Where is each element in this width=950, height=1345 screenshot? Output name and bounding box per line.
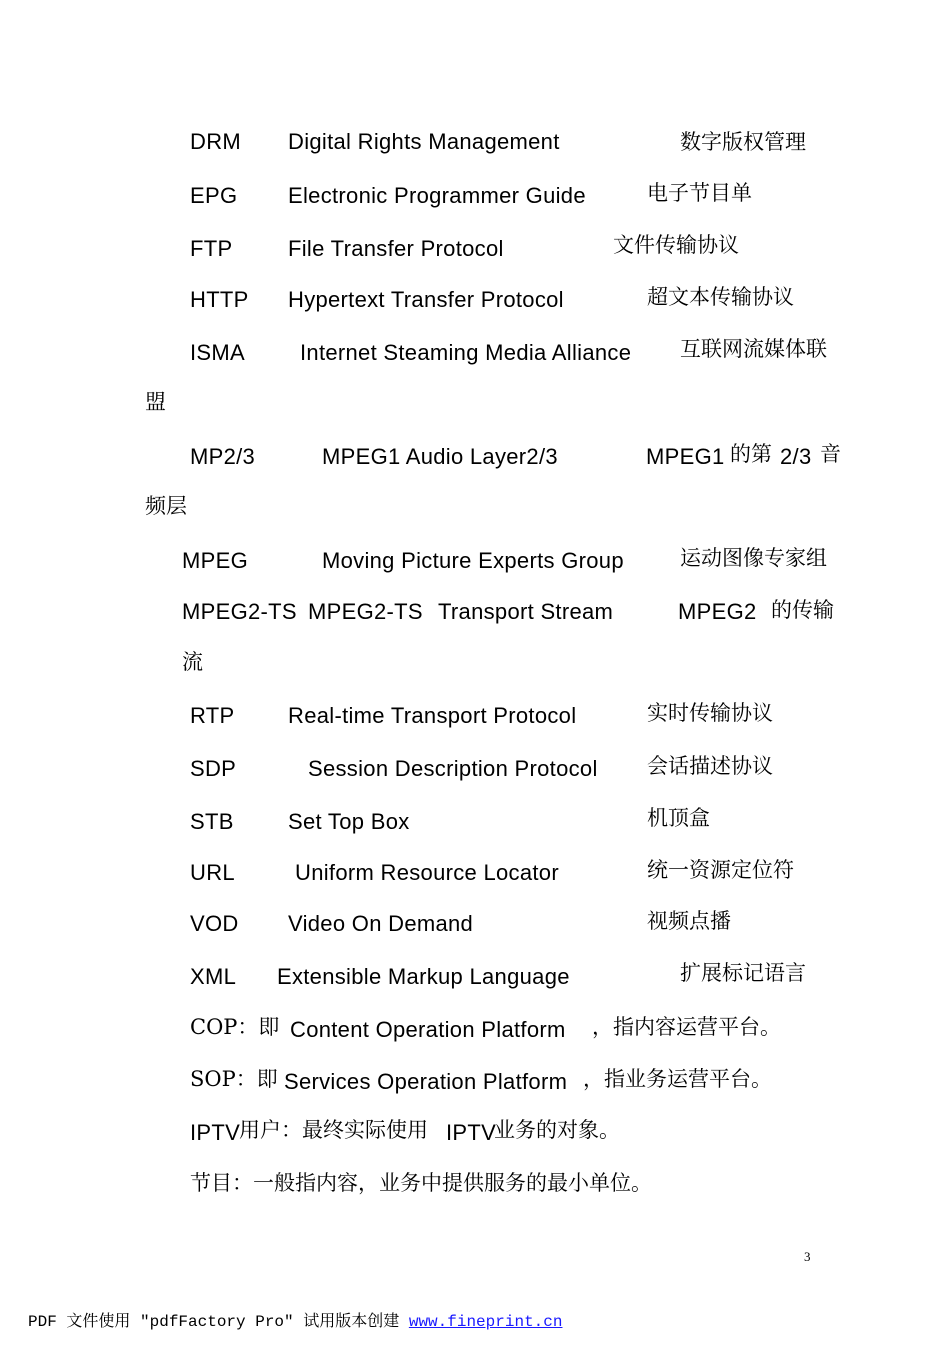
full-isma: Internet Steaming Media Alliance [300, 340, 632, 365]
cop-cn: ，指内容运营平台。 [592, 1015, 781, 1039]
full-epg: Electronic Programmer Guide [288, 183, 586, 208]
cn-sdp: 会话描述协议 [647, 754, 773, 778]
cn-ftp: 文件传输协议 [613, 233, 739, 257]
abbr-mpeg: MPEG [182, 548, 248, 573]
cn-mpeg2ts-wrap: 流 [182, 650, 203, 674]
full-stb: Set Top Box [288, 809, 410, 834]
full-xml: Extensible Markup Language [277, 964, 570, 989]
abbr-mp23: MP2/3 [190, 444, 256, 469]
abbr-drm: DRM [190, 129, 242, 154]
cn-http: 超文本传输协议 [647, 285, 794, 309]
abbr-epg: EPG [190, 183, 238, 208]
abbr-url: URL [190, 860, 235, 885]
cn-rtp: 实时传输协议 [647, 701, 773, 725]
cn-mp23-c: 2/3 [780, 444, 812, 469]
abbr-rtp: RTP [190, 703, 235, 728]
full-mpeg2ts-a: MPEG2-TS [308, 599, 423, 624]
cn-stb: 机顶盒 [647, 806, 710, 830]
sop-en: Services Operation Platform [284, 1069, 568, 1094]
full-mp23: MPEG1 Audio Layer2/3 [322, 444, 558, 469]
footer-text: PDF 文件使用 "pdfFactory Pro" 试用版本创建 [28, 1313, 409, 1331]
program-definition: 节目：一般指内容，业务中提供服务的最小单位。 [190, 1171, 652, 1195]
full-sdp: Session Description Protocol [308, 756, 598, 781]
cn-mp23-b: 的第 [730, 442, 772, 466]
iptv-a: IPTV [190, 1120, 241, 1145]
abbr-http: HTTP [190, 287, 249, 312]
abbr-mpeg2ts: MPEG2-TS [182, 599, 297, 624]
full-mpeg: Moving Picture Experts Group [322, 548, 624, 573]
full-vod: Video On Demand [288, 911, 474, 936]
cn-isma: 互联网流媒体联 [680, 337, 827, 361]
abbr-isma: ISMA [190, 340, 245, 365]
abbr-ftp: FTP [190, 236, 233, 261]
full-rtp: Real-time Transport Protocol [288, 703, 577, 728]
sop-term: SOP：即 [190, 1067, 278, 1091]
footer [28, 1308, 562, 1331]
cn-mpeg: 运动图像专家组 [680, 546, 827, 570]
cn-vod: 视频点播 [647, 909, 731, 933]
full-http: Hypertext Transfer Protocol [288, 287, 564, 312]
cn-mpeg2ts-a: MPEG2 [678, 599, 757, 624]
full-ftp: File Transfer Protocol [288, 236, 504, 261]
sop-cn: ，指业务运营平台。 [583, 1067, 772, 1091]
cn-mp23-d: 音 [820, 442, 841, 466]
cn-url: 统一资源定位符 [647, 858, 794, 882]
iptv-d: 业务的对象。 [494, 1118, 620, 1142]
iptv-b: 用户：最终实际使用 [239, 1118, 428, 1142]
full-drm: Digital Rights Management [288, 129, 560, 154]
cop-en: Content Operation Platform [290, 1017, 566, 1042]
footer-link[interactable]: www.fineprint.cn [408, 1313, 563, 1331]
abbr-xml: XML [190, 964, 237, 989]
abbr-vod: VOD [190, 911, 239, 936]
abbr-stb: STB [190, 809, 234, 834]
cn-xml: 扩展标记语言 [680, 961, 806, 985]
cn-mp23-wrap: 频层 [145, 494, 187, 518]
iptv-c: IPTV [446, 1120, 497, 1145]
cn-epg: 电子节目单 [647, 181, 752, 205]
cn-mpeg2ts-b: 的传输 [771, 598, 834, 622]
abbr-sdp: SDP [190, 756, 237, 781]
full-url: Uniform Resource Locator [295, 860, 559, 885]
page-number: 3 [804, 1249, 811, 1264]
cop-term: COP：即 [190, 1015, 280, 1039]
cn-drm: 数字版权管理 [680, 130, 806, 154]
full-mpeg2ts-b: Transport Stream [438, 599, 614, 624]
cn-isma-wrap: 盟 [145, 390, 166, 414]
cn-mp23-a: MPEG1 [646, 444, 725, 469]
